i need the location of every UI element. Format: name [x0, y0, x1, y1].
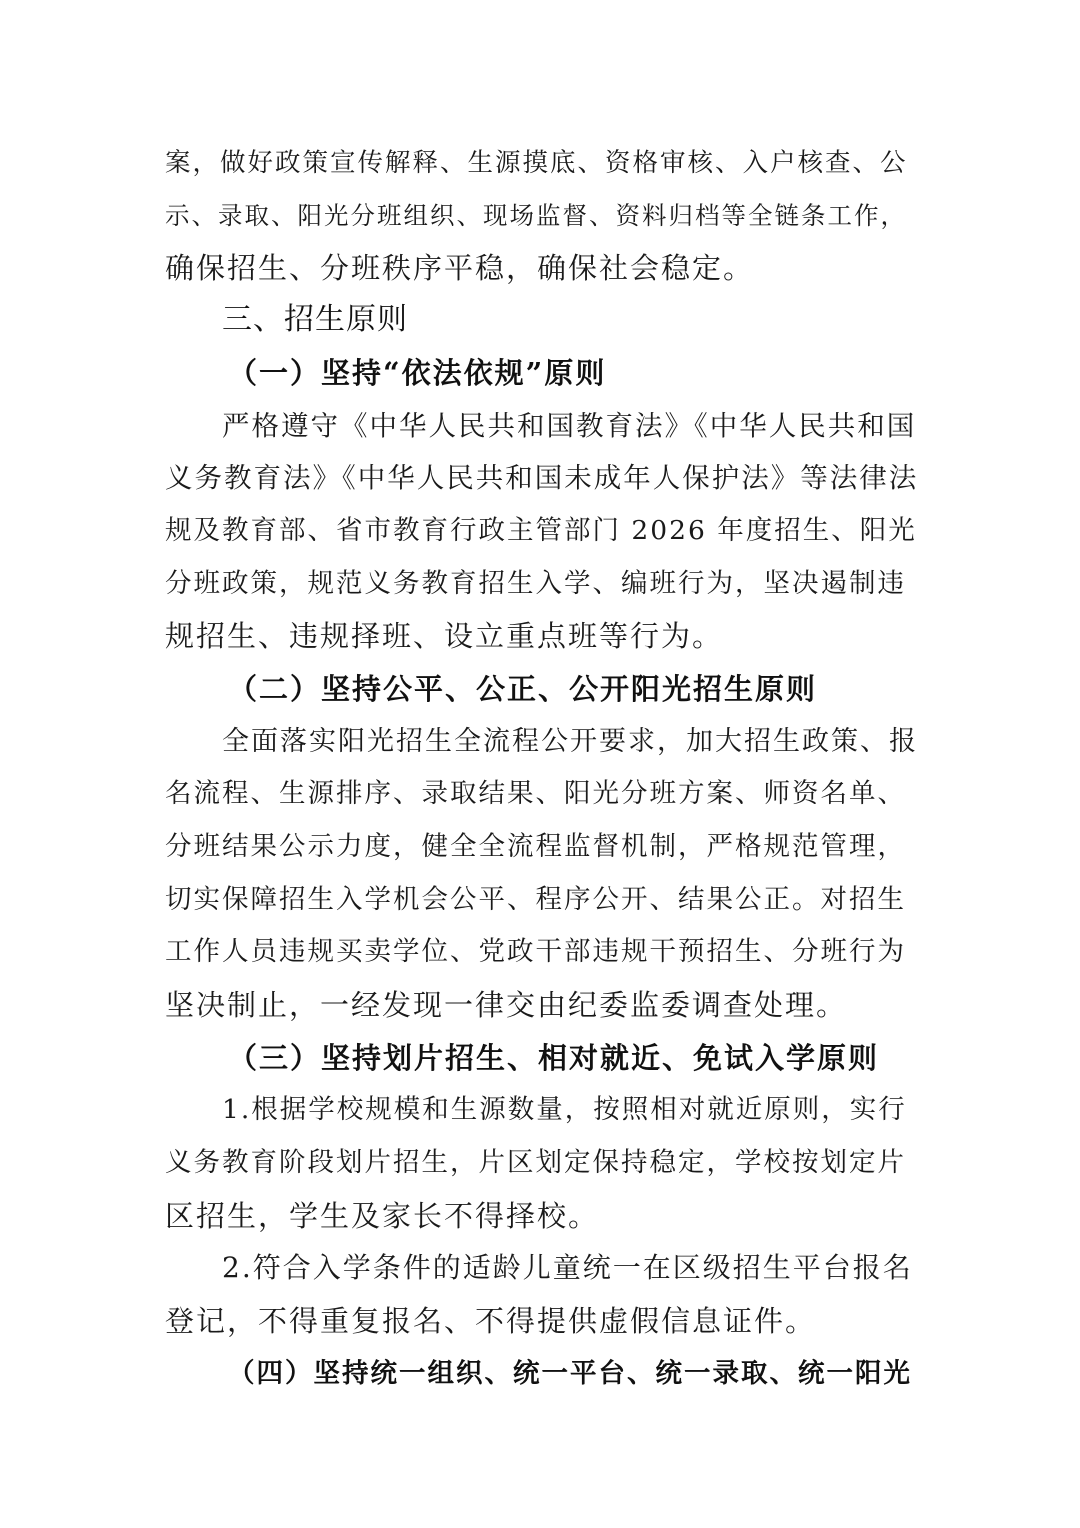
paragraph-line: 确保招生、分班秩序平稳，确保社会稳定。	[165, 251, 755, 285]
paragraph-line: 2.符合入学条件的适龄儿童统一在区级招生平台报名	[222, 1251, 913, 1284]
subsection-heading: （二）坚持公平、公正、公开阳光招生原则	[228, 672, 818, 706]
paragraph-line: 规及教育部、省市教育行政主管部门 2026 年度招生、阳光	[165, 515, 917, 546]
paragraph-line: 区招生，学生及家长不得择校。	[165, 1199, 600, 1233]
paragraph-line: 分班政策，规范义务教育招生入学、编班行为，坚决遏制违	[165, 568, 906, 599]
subsection-heading: （三）坚持划片招生、相对就近、免试入学原则	[228, 1041, 880, 1075]
paragraph-line: 义务教育阶段划片招生，片区划定保持稳定，学校按划定片	[165, 1147, 906, 1178]
paragraph-line: 切实保障招生入学机会公平、程序公开、结果公正。对招生	[165, 884, 906, 915]
paragraph-line: 全面落实阳光招生全流程公开要求，加大招生政策、报	[222, 726, 918, 757]
subsection-heading: （一）坚持“依法依规”原则	[228, 356, 607, 390]
paragraph-line: 1.根据学校规模和生源数量，按照相对就近原则，实行	[222, 1094, 907, 1125]
paragraph-line: 坚决制止，一经发现一律交由纪委监委调查处理。	[165, 988, 848, 1022]
section-heading: 三、招生原则	[222, 302, 408, 337]
subsection-heading: （四）坚持统一组织、统一平台、统一录取、统一阳光	[228, 1358, 912, 1389]
paragraph-line: 工作人员违规买卖学位、党政干部违规干预招生、分班行为	[165, 936, 906, 967]
paragraph-line: 案，做好政策宣传解释、生源摸底、资格审核、入户核查、公	[165, 148, 908, 178]
paragraph-line: 义务教育法》《中华人民共和国未成年人保护法》等法律法	[165, 462, 919, 494]
paragraph-line: 示、录取、阳光分班组织、现场监督、资料归档等全链条工作，	[165, 201, 907, 230]
paragraph-line: 严格遵守《中华人民共和国教育法》《中华人民共和国	[222, 410, 917, 442]
paragraph-line: 规招生、违规择班、设立重点班等行为。	[165, 619, 724, 653]
paragraph-line: 名流程、生源排序、录取结果、阳光分班方案、师资名单、	[165, 778, 906, 809]
paragraph-line: 登记，不得重复报名、不得提供虚假信息证件。	[165, 1304, 817, 1338]
paragraph-line: 分班结果公示力度，健全全流程监督机制，严格规范管理，	[165, 831, 906, 862]
